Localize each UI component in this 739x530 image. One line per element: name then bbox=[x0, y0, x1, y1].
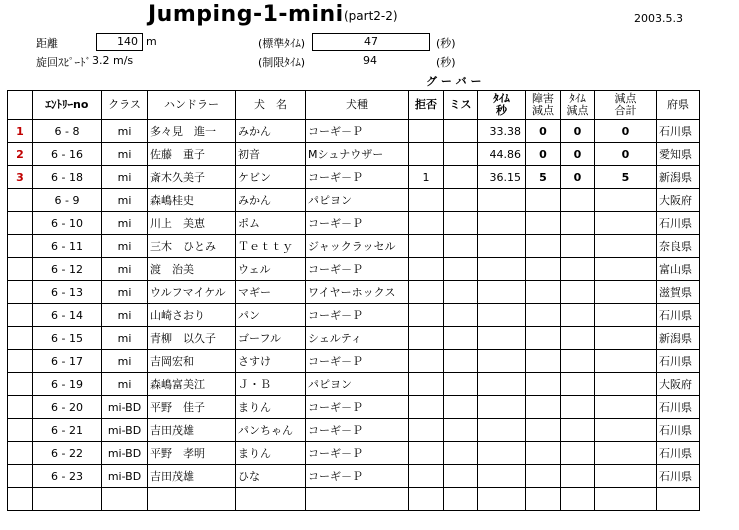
class-cell: mi bbox=[102, 189, 148, 212]
obstacle-penalty-cell: 0 bbox=[526, 143, 561, 166]
handler-cell: 山崎さおり bbox=[148, 304, 236, 327]
obstacle-penalty-cell bbox=[526, 396, 561, 419]
dog-name-cell: ゴーフル bbox=[236, 327, 306, 350]
dog-name-cell: マギー bbox=[236, 281, 306, 304]
miss-cell bbox=[444, 120, 478, 143]
handler-cell: 平野 佳子 bbox=[148, 396, 236, 419]
table-row bbox=[8, 304, 700, 327]
prefecture-cell: 新潟県 bbox=[657, 166, 700, 189]
miss-cell bbox=[444, 350, 478, 373]
total-penalty-cell: 5 bbox=[595, 166, 657, 189]
table-row bbox=[8, 281, 700, 304]
entry-no-cell: 6 - 10 bbox=[33, 212, 102, 235]
entry-no-cell: 6 - 22 bbox=[33, 442, 102, 465]
entry-no-cell: 6 - 9 bbox=[33, 189, 102, 212]
refusal-cell bbox=[409, 396, 444, 419]
class-cell: mi bbox=[102, 327, 148, 350]
page-title: Jumping-1-mini bbox=[148, 2, 344, 27]
entry-no-cell: 6 - 16 bbox=[33, 143, 102, 166]
rank-cell bbox=[8, 373, 33, 396]
total-penalty-cell bbox=[595, 465, 657, 488]
refusal-cell bbox=[409, 189, 444, 212]
dog-name-cell: ひな bbox=[236, 465, 306, 488]
table-row bbox=[8, 373, 700, 396]
dog-name-cell: Ｔｅｔｔｙ bbox=[236, 235, 306, 258]
miss-cell bbox=[444, 304, 478, 327]
rank-cell bbox=[8, 396, 33, 419]
handler-cell: 多々見 進一 bbox=[148, 120, 236, 143]
time-penalty-cell bbox=[561, 465, 595, 488]
breed-cell: Mシュナウザー bbox=[306, 143, 409, 166]
handler-cell: 森嶋桂史 bbox=[148, 189, 236, 212]
handler-cell: 平野 孝明 bbox=[148, 442, 236, 465]
refusal-cell bbox=[409, 304, 444, 327]
rank-cell bbox=[8, 304, 33, 327]
refusal-cell bbox=[409, 212, 444, 235]
miss-cell bbox=[444, 442, 478, 465]
time-penalty-cell bbox=[561, 419, 595, 442]
handler-cell: 川上 美恵 bbox=[148, 212, 236, 235]
entry-no-cell: 6 - 18 bbox=[33, 166, 102, 189]
miss-cell bbox=[444, 488, 478, 511]
class-cell: mi-BD bbox=[102, 442, 148, 465]
refusal-cell bbox=[409, 350, 444, 373]
rank-cell bbox=[8, 327, 33, 350]
header-row bbox=[8, 91, 700, 120]
standard-time-value: 47 bbox=[312, 33, 430, 51]
class-cell: mi-BD bbox=[102, 465, 148, 488]
time-cell bbox=[478, 442, 526, 465]
class-cell: mi bbox=[102, 235, 148, 258]
prefecture-cell: 富山県 bbox=[657, 258, 700, 281]
time-cell bbox=[478, 258, 526, 281]
breed-cell: コーギ－Ｐ bbox=[306, 465, 409, 488]
table-row bbox=[8, 212, 700, 235]
breed-cell bbox=[306, 488, 409, 511]
prefecture-cell: 石川県 bbox=[657, 465, 700, 488]
class-cell: mi bbox=[102, 350, 148, 373]
time-cell bbox=[478, 281, 526, 304]
class-cell: mi bbox=[102, 373, 148, 396]
handler-cell: 佐藤 重子 bbox=[148, 143, 236, 166]
entry-no-cell: 6 - 21 bbox=[33, 419, 102, 442]
total-penalty-cell bbox=[595, 235, 657, 258]
table-row bbox=[8, 465, 700, 488]
obstacle-penalty-cell: 5 bbox=[526, 166, 561, 189]
breed-cell: コーギ－Ｐ bbox=[306, 120, 409, 143]
entry-no-header: ｴﾝﾄﾘｰno bbox=[33, 91, 102, 120]
prefecture-cell: 滋賀県 bbox=[657, 281, 700, 304]
time-penalty-cell bbox=[561, 281, 595, 304]
total-penalty-cell bbox=[595, 304, 657, 327]
entry-no-cell: 6 - 19 bbox=[33, 373, 102, 396]
total-header-line1: 減点 bbox=[614, 92, 637, 105]
miss-cell bbox=[444, 143, 478, 166]
class-cell: mi bbox=[102, 166, 148, 189]
dog-name-cell: パン bbox=[236, 304, 306, 327]
breed-cell: コーギ－Ｐ bbox=[306, 304, 409, 327]
table-row bbox=[8, 258, 700, 281]
time-cell: 33.38 bbox=[478, 120, 526, 143]
rank-header bbox=[8, 91, 33, 120]
handler-cell: 青柳 以久子 bbox=[148, 327, 236, 350]
dog-name-cell: みかん bbox=[236, 189, 306, 212]
miss-cell bbox=[444, 258, 478, 281]
dog-name-cell: みかん bbox=[236, 120, 306, 143]
limit-time-label: (制限ﾀｲﾑ) bbox=[258, 56, 306, 69]
time-penalty-cell bbox=[561, 488, 595, 511]
rank-cell bbox=[8, 189, 33, 212]
handler-cell: 渡 治美 bbox=[148, 258, 236, 281]
rank-cell bbox=[8, 465, 33, 488]
table-row bbox=[8, 442, 700, 465]
rank-cell bbox=[8, 281, 33, 304]
table-row bbox=[8, 396, 700, 419]
entry-no-cell: 6 - 12 bbox=[33, 258, 102, 281]
obstacle-penalty-cell bbox=[526, 419, 561, 442]
handler-cell: 吉田茂雄 bbox=[148, 465, 236, 488]
total-penalty-cell bbox=[595, 281, 657, 304]
time-cell bbox=[478, 396, 526, 419]
rank-cell bbox=[8, 212, 33, 235]
class-cell: mi-BD bbox=[102, 419, 148, 442]
time-penalty-cell bbox=[561, 235, 595, 258]
entry-no-cell: 6 - 13 bbox=[33, 281, 102, 304]
total-penalty-cell: 0 bbox=[595, 120, 657, 143]
table-row bbox=[8, 143, 700, 166]
refusal-cell bbox=[409, 327, 444, 350]
time-cell bbox=[478, 212, 526, 235]
handler-cell: 吉岡宏和 bbox=[148, 350, 236, 373]
prefecture-cell: 大阪府 bbox=[657, 373, 700, 396]
prefecture-cell: 石川県 bbox=[657, 396, 700, 419]
handler-header: ハンドラー bbox=[148, 91, 236, 120]
refusal-cell bbox=[409, 419, 444, 442]
handler-cell: 森嶋富美江 bbox=[148, 373, 236, 396]
refusal-cell: 1 bbox=[409, 166, 444, 189]
miss-cell bbox=[444, 465, 478, 488]
page-subtitle: (part2-2) bbox=[344, 9, 398, 23]
time-penalty-cell bbox=[561, 350, 595, 373]
obstacle-penalty-cell bbox=[526, 258, 561, 281]
time-cell bbox=[478, 235, 526, 258]
total-penalty-cell: 0 bbox=[595, 143, 657, 166]
breed-cell: コーギ－Ｐ bbox=[306, 350, 409, 373]
time-cell bbox=[478, 350, 526, 373]
class-header: クラス bbox=[102, 91, 148, 120]
breed-cell: コーギ－Ｐ bbox=[306, 258, 409, 281]
total-penalty-cell bbox=[595, 419, 657, 442]
rank-cell bbox=[8, 419, 33, 442]
time-penalty-cell: 0 bbox=[561, 143, 595, 166]
breed-cell: パピヨン bbox=[306, 373, 409, 396]
entry-no-cell: 6 - 17 bbox=[33, 350, 102, 373]
breed-cell: シェルティ bbox=[306, 327, 409, 350]
class-cell: mi-BD bbox=[102, 396, 148, 419]
table-row bbox=[8, 189, 700, 212]
time-penalty-header-line1: ﾀｲﾑ bbox=[569, 92, 586, 105]
total-penalty-cell bbox=[595, 189, 657, 212]
obstacle-penalty-cell bbox=[526, 281, 561, 304]
limit-time-unit: (秒) bbox=[436, 56, 456, 69]
time-cell bbox=[478, 304, 526, 327]
entry-no-cell: 6 - 8 bbox=[33, 120, 102, 143]
time-penalty-cell bbox=[561, 396, 595, 419]
obstacle-header-line2: 減点 bbox=[532, 104, 554, 117]
total-penalty-cell bbox=[595, 488, 657, 511]
miss-cell bbox=[444, 212, 478, 235]
time-header bbox=[478, 91, 526, 120]
entry-no-cell: 6 - 15 bbox=[33, 327, 102, 350]
table-row bbox=[8, 488, 700, 511]
entry-no-cell: 6 - 11 bbox=[33, 235, 102, 258]
rank-cell bbox=[8, 488, 33, 511]
dog-name-cell: さすけ bbox=[236, 350, 306, 373]
rank-cell bbox=[8, 442, 33, 465]
total-penalty-cell bbox=[595, 327, 657, 350]
time-penalty-cell bbox=[561, 373, 595, 396]
prefecture-cell bbox=[657, 488, 700, 511]
handler-cell: 三木 ひとみ bbox=[148, 235, 236, 258]
obstacle-penalty-cell bbox=[526, 304, 561, 327]
obstacle-penalty-cell bbox=[526, 350, 561, 373]
class-cell bbox=[102, 488, 148, 511]
total-penalty-cell bbox=[595, 258, 657, 281]
breed-cell: コーギ－Ｐ bbox=[306, 442, 409, 465]
table-row bbox=[8, 235, 700, 258]
limit-time-value: 94 bbox=[363, 54, 377, 67]
obstacle-penalty-cell bbox=[526, 442, 561, 465]
prefecture-cell: 石川県 bbox=[657, 212, 700, 235]
entry-no-cell: 6 - 23 bbox=[33, 465, 102, 488]
obstacle-penalty-cell bbox=[526, 189, 561, 212]
miss-cell bbox=[444, 189, 478, 212]
rank-cell bbox=[8, 258, 33, 281]
time-cell bbox=[478, 327, 526, 350]
class-cell: mi bbox=[102, 281, 148, 304]
prefecture-cell: 石川県 bbox=[657, 350, 700, 373]
dog-name-cell: ポム bbox=[236, 212, 306, 235]
prefecture-cell: 新潟県 bbox=[657, 327, 700, 350]
refusal-cell bbox=[409, 281, 444, 304]
refusal-cell bbox=[409, 373, 444, 396]
obstacle-penalty-cell: 0 bbox=[526, 120, 561, 143]
standard-time-label: (標準ﾀｲﾑ) bbox=[258, 37, 306, 50]
breed-cell: コーギ－Ｐ bbox=[306, 212, 409, 235]
time-header-line1: ﾀｲﾑ bbox=[493, 92, 510, 105]
class-cell: mi bbox=[102, 120, 148, 143]
prefecture-cell: 石川県 bbox=[657, 120, 700, 143]
prefecture-cell: 石川県 bbox=[657, 304, 700, 327]
rank-cell bbox=[8, 235, 33, 258]
time-penalty-cell bbox=[561, 189, 595, 212]
obstacle-penalty-cell bbox=[526, 212, 561, 235]
obstacle-penalty-cell bbox=[526, 373, 561, 396]
table-row bbox=[8, 419, 700, 442]
total-penalty-cell bbox=[595, 350, 657, 373]
handler-cell bbox=[148, 488, 236, 511]
prefecture-cell: 奈良県 bbox=[657, 235, 700, 258]
time-cell bbox=[478, 488, 526, 511]
distance-value: 140 bbox=[96, 33, 143, 51]
total-penalty-cell bbox=[595, 373, 657, 396]
class-cell: mi bbox=[102, 258, 148, 281]
dog-name-cell: Ｊ・Ｂ bbox=[236, 373, 306, 396]
obstacle-penalty-cell bbox=[526, 235, 561, 258]
miss-cell bbox=[444, 166, 478, 189]
breed-header: 犬種 bbox=[306, 91, 409, 120]
time-header-line2: 秒 bbox=[496, 104, 507, 117]
prefecture-cell: 石川県 bbox=[657, 442, 700, 465]
entry-no-cell: 6 - 20 bbox=[33, 396, 102, 419]
dog-name-cell: ウェル bbox=[236, 258, 306, 281]
event-date: 2003.5.3 bbox=[634, 12, 683, 25]
refusal-cell bbox=[409, 442, 444, 465]
distance-label: 距離 bbox=[36, 37, 58, 50]
obstacle-penalty-cell bbox=[526, 327, 561, 350]
time-penalty-cell bbox=[561, 212, 595, 235]
entry-no-cell: 6 - 14 bbox=[33, 304, 102, 327]
handler-cell: 斎木久美子 bbox=[148, 166, 236, 189]
distance-unit: m bbox=[146, 35, 157, 48]
breed-cell: ワイヤーホックス bbox=[306, 281, 409, 304]
prefecture-header: 府県 bbox=[657, 91, 700, 120]
dog-name-header: 犬 名 bbox=[236, 91, 306, 120]
time-penalty-header bbox=[561, 91, 595, 120]
refusal-cell bbox=[409, 258, 444, 281]
dog-name-cell: まりん bbox=[236, 442, 306, 465]
speed-value: 3.2 m/s bbox=[92, 54, 134, 67]
total-penalty-cell bbox=[595, 442, 657, 465]
miss-cell bbox=[444, 419, 478, 442]
time-penalty-cell bbox=[561, 304, 595, 327]
total-penalty-header bbox=[595, 91, 657, 120]
obstacle-penalty-header bbox=[526, 91, 561, 120]
handler-cell: 吉田茂雄 bbox=[148, 419, 236, 442]
dog-name-cell bbox=[236, 488, 306, 511]
total-penalty-cell bbox=[595, 396, 657, 419]
time-penalty-cell: 0 bbox=[561, 166, 595, 189]
group-label: グ ー バ ー bbox=[426, 75, 482, 88]
prefecture-cell: 愛知県 bbox=[657, 143, 700, 166]
obstacle-penalty-cell bbox=[526, 488, 561, 511]
time-penalty-cell bbox=[561, 327, 595, 350]
class-cell: mi bbox=[102, 304, 148, 327]
time-cell bbox=[478, 373, 526, 396]
refusal-cell bbox=[409, 143, 444, 166]
dog-name-cell: 初音 bbox=[236, 143, 306, 166]
results-table bbox=[7, 90, 700, 511]
breed-cell: コーギ－Ｐ bbox=[306, 419, 409, 442]
breed-cell: パピヨン bbox=[306, 189, 409, 212]
time-cell bbox=[478, 189, 526, 212]
time-penalty-cell: 0 bbox=[561, 120, 595, 143]
total-penalty-cell bbox=[595, 212, 657, 235]
dog-name-cell: パンちゃん bbox=[236, 419, 306, 442]
time-cell: 36.15 bbox=[478, 166, 526, 189]
time-cell bbox=[478, 465, 526, 488]
class-cell: mi bbox=[102, 143, 148, 166]
table-row bbox=[8, 120, 700, 143]
class-cell: mi bbox=[102, 212, 148, 235]
obstacle-penalty-cell bbox=[526, 465, 561, 488]
rank-cell: 1 bbox=[8, 120, 33, 143]
speed-label: 旋回ｽﾋﾟｰﾄﾞ bbox=[36, 56, 91, 69]
standard-time-unit: (秒) bbox=[436, 37, 456, 50]
rank-cell: 2 bbox=[8, 143, 33, 166]
miss-cell bbox=[444, 373, 478, 396]
breed-cell: コーギ－Ｐ bbox=[306, 166, 409, 189]
refusal-header: 拒否 bbox=[409, 91, 444, 120]
breed-cell: コーギ－Ｐ bbox=[306, 396, 409, 419]
entry-no-cell bbox=[33, 488, 102, 511]
obstacle-header-line1: 障害 bbox=[532, 92, 554, 105]
rank-cell bbox=[8, 350, 33, 373]
time-cell bbox=[478, 419, 526, 442]
total-header-line2: 合計 bbox=[614, 104, 637, 117]
miss-header: ミス bbox=[444, 91, 478, 120]
miss-cell bbox=[444, 327, 478, 350]
time-penalty-cell bbox=[561, 442, 595, 465]
table-row bbox=[8, 166, 700, 189]
table-row bbox=[8, 327, 700, 350]
refusal-cell bbox=[409, 120, 444, 143]
table-row bbox=[8, 350, 700, 373]
refusal-cell bbox=[409, 465, 444, 488]
time-penalty-header-line2: 減点 bbox=[566, 104, 589, 117]
refusal-cell bbox=[409, 235, 444, 258]
rank-cell: 3 bbox=[8, 166, 33, 189]
dog-name-cell: ケビン bbox=[236, 166, 306, 189]
time-penalty-cell bbox=[561, 258, 595, 281]
miss-cell bbox=[444, 235, 478, 258]
handler-cell: ウルフマイケル bbox=[148, 281, 236, 304]
dog-name-cell: まりん bbox=[236, 396, 306, 419]
miss-cell bbox=[444, 396, 478, 419]
prefecture-cell: 石川県 bbox=[657, 419, 700, 442]
miss-cell bbox=[444, 281, 478, 304]
breed-cell: ジャックラッセル bbox=[306, 235, 409, 258]
time-cell: 44.86 bbox=[478, 143, 526, 166]
refusal-cell bbox=[409, 488, 444, 511]
prefecture-cell: 大阪府 bbox=[657, 189, 700, 212]
